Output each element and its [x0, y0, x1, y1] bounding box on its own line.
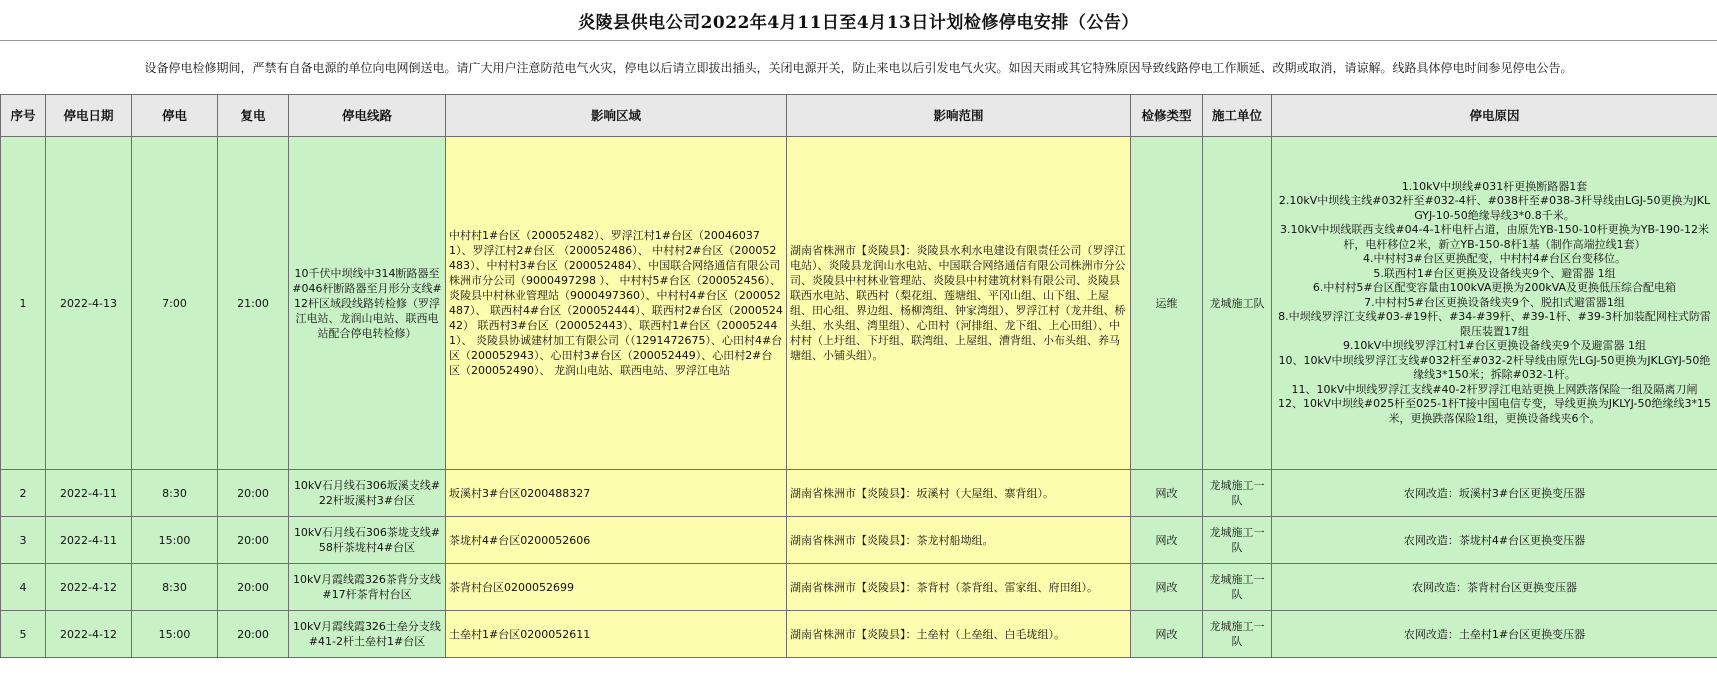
row-unit: 龙城施工一队 — [1203, 470, 1272, 517]
row-type: 网改 — [1131, 611, 1203, 658]
row-unit: 龙城施工一队 — [1203, 564, 1272, 611]
row-unit: 龙城施工一队 — [1203, 517, 1272, 564]
row-off-time: 15:00 — [132, 611, 218, 658]
row-unit: 龙城施工队 — [1203, 137, 1272, 470]
row-reason: 农网改造：茶背村台区更换变压器 — [1272, 564, 1717, 611]
table-header-row — [1, 95, 1717, 137]
header-date: 停电日期 — [46, 95, 132, 137]
row-type: 网改 — [1131, 470, 1203, 517]
header-reason: 停电原因 — [1272, 95, 1717, 137]
row-line: 10千伏中坝线中314断路器至#046杆断路器至月形分支线#12杆区域段线路转检修（罗浮江电站、龙润山电站、联西电站配合停电转检修） — [289, 137, 446, 470]
row-seq: 5 — [1, 611, 46, 658]
row-line: 10kV月霞线霞326土垒分支线#41-2杆土垒村1#台区 — [289, 611, 446, 658]
row-reason: 1.10kV中坝线#031杆更换断路器1套 2.10kV中坝线主线#032杆至#032-4杆、#038杆至#038-3杆导线由LGJ-50更换为JKLGYJ-10-50绝缘导线3*0.8千米。 3.10kV中坝线联西支线#04-4-1杆电杆占道，由原先YB-150-10杆更换为YB-190-12米杆，电杆移位2米，新立YB-150-8杆1基（制作高端拉线1套） 4.中村村3#台区更换配变，中村村4#台区台变移位。 5.联西村1#台区更换及设备线夹9个、避雷器 1组 6.中村村5#台区配变容量由100kVA更换为200kVA及更换低压综合配电箱 7.中村村5#台区更换设备线夹9个、脱扣式避雷器1组 8.中坝线罗浮江支线#03-#19杆、#34-#39杆、#39-1杆、#39-3杆加装配网柱式防雷限压装置17组 9.10kV中坝线罗浮江村1#台区更换设备线夹9个及避雷器 1组 10、10kV中坝线罗浮江支线#032杆至#032-2杆导线由原先LGJ-50更换为JKLGYJ-50绝缘线3*150米；拆除#032-1杆。 11、10kV中坝线罗浮江支线#40-2杆罗浮江电站更换上网跌落保险一组及隔离刀闸 12、10kV中坝线#025杆至025-1杆T接中国电信专变，导线更换为JKLYJ-50绝缘线3*15米，更换跌落保险1组，更换设备线夹6个。 — [1272, 137, 1717, 470]
row-on-time: 20:00 — [218, 517, 289, 564]
header-on: 复电 — [218, 95, 289, 137]
row-on-time: 20:00 — [218, 564, 289, 611]
row-area: 茶背村台区0200052699 — [446, 564, 787, 611]
row-type: 运维 — [1131, 137, 1203, 470]
header-area: 影响区域 — [446, 95, 787, 137]
row-off-time: 8:30 — [132, 470, 218, 517]
row-off-time: 7:00 — [132, 137, 218, 470]
table-row — [1, 517, 1717, 564]
row-on-time: 20:00 — [218, 611, 289, 658]
header-scope: 影响范围 — [787, 95, 1131, 137]
row-area: 茶垅村4#台区0200052606 — [446, 517, 787, 564]
row-date: 2022-4-12 — [46, 564, 132, 611]
row-date: 2022-4-12 — [46, 611, 132, 658]
row-area: 中村村1#台区（200052482）、罗浮江村1#台区（200460371）、罗浮江村2#台区 （200052486）、 中村村2#台区（200052483）、中村村3#台区（200052484）、中国联合网络通信有限公司株洲市分公司（9000497298 ）、 中村村5#台区（200052456）、炎陵县中村林业管理站（9000497360）、中村村4#台区（200052487）、 联西村4#台区（200052444）、联西村2#台区（200052442） 联西村3#台区（200052443）、联西村1#台区（200052441）、 炎陵县协诚建材加工有限公司（（1291472675）、心田村4#台区（200052943）、心田村3#台区（200052449）、心田村2#台区（200052490）、 龙润山电站、联西电站、罗浮江电站 — [446, 137, 787, 470]
row-line: 10kV月霞线霞326茶背分支线#17杆茶背村台区 — [289, 564, 446, 611]
page-title: 炎陵县供电公司2022年4月11日至4月13日计划检修停电安排（公告） — [0, 0, 1717, 41]
row-reason: 农网改造：土垒村1#台区更换变压器 — [1272, 611, 1717, 658]
table-row — [1, 611, 1717, 658]
row-line: 10kV石月线石306茶垅支线#58杆茶垅村4#台区 — [289, 517, 446, 564]
row-reason: 农网改造：坂溪村3#台区更换变压器 — [1272, 470, 1717, 517]
row-type: 网改 — [1131, 517, 1203, 564]
table-row — [1, 470, 1717, 517]
row-type: 网改 — [1131, 564, 1203, 611]
header-off: 停电 — [132, 95, 218, 137]
row-reason: 农网改造：茶垅村4#台区更换变压器 — [1272, 517, 1717, 564]
table-row — [1, 564, 1717, 611]
row-scope: 湖南省株洲市【炎陵县】：茶背村（茶背组、雷家组、府田组）。 — [787, 564, 1131, 611]
outage-schedule-table — [0, 94, 1717, 658]
row-seq: 3 — [1, 517, 46, 564]
header-seq: 序号 — [1, 95, 46, 137]
row-date: 2022-4-11 — [46, 517, 132, 564]
row-scope: 湖南省株洲市【炎陵县】：坂溪村（大屋组、寨背组）。 — [787, 470, 1131, 517]
table-row — [1, 137, 1717, 470]
row-seq: 1 — [1, 137, 46, 470]
row-date: 2022-4-13 — [46, 137, 132, 470]
row-scope: 湖南省株洲市【炎陵县】：土垒村（上垒组、白毛垅组）。 — [787, 611, 1131, 658]
row-seq: 2 — [1, 470, 46, 517]
header-unit: 施工单位 — [1203, 95, 1272, 137]
row-on-time: 21:00 — [218, 137, 289, 470]
notice-text: 设备停电检修期间，严禁有自备电源的单位向电网倒送电。请广大用户注意防范电气火灾，停电以后请立即拔出插头，关闭电源开关，防止来电以后引发电气火灾。如因天雨或其它特殊原因导致线路停电工作顺延、改期或取消，请谅解。线路具体停电时间参见停电公告。 — [144, 60, 1573, 75]
header-line: 停电线路 — [289, 95, 446, 137]
header-type: 检修类型 — [1131, 95, 1203, 137]
row-scope: 湖南省株洲市【炎陵县】：炎陵县水利水电建设有限责任公司（罗浮江电站）、炎陵县龙润山水电站、中国联合网络通信有限公司株洲市分公司、炎陵县中村林业管理站、炎陵县中村建筑材料有限公司、炎陵县联西水电站、联西村（梨花组、莲塘组、平冈山组、山下组、上屋组、田心组、界边组、杨柳湾组、钟家湾组）、罗浮江村（龙井组、桥头组、水头组、湾里组）、心田村（河排组、龙下组、上心田组）、中村村（上圩组、下圩组、联湾组、上屋组、漕背组、小布头组、养马塘组、小铺头组）。 — [787, 137, 1131, 470]
row-area: 土垒村1#台区0200052611 — [446, 611, 787, 658]
row-unit: 龙城施工一队 — [1203, 611, 1272, 658]
row-on-time: 20:00 — [218, 470, 289, 517]
row-line: 10kV石月线石306坂溪支线#22杆坂溪村3#台区 — [289, 470, 446, 517]
row-off-time: 15:00 — [132, 517, 218, 564]
row-date: 2022-4-11 — [46, 470, 132, 517]
row-seq: 4 — [1, 564, 46, 611]
row-off-time: 8:30 — [132, 564, 218, 611]
row-scope: 湖南省株洲市【炎陵县】：茶龙村船坳组。 — [787, 517, 1131, 564]
row-area: 坂溪村3#台区0200488327 — [446, 470, 787, 517]
